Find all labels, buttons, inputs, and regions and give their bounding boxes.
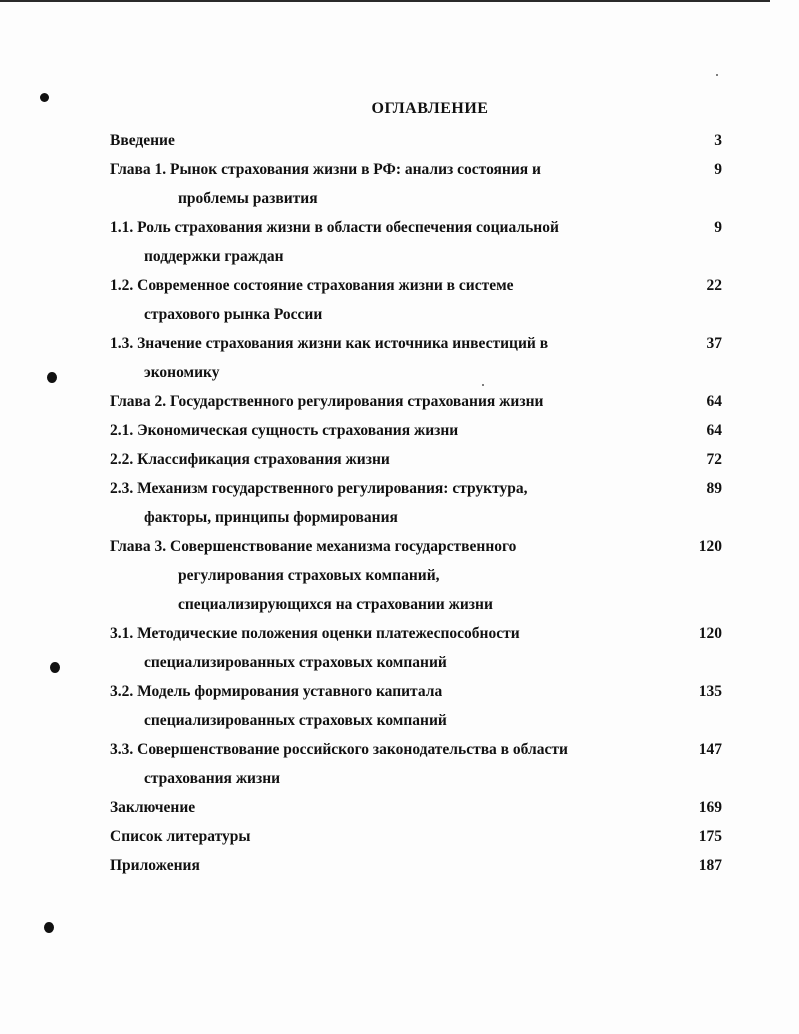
toc-page-number: 3 [714, 132, 722, 149]
toc-entry [110, 822, 722, 851]
scan-speck [716, 74, 718, 76]
toc-entry [110, 271, 722, 329]
toc-entry [110, 851, 722, 880]
toc-entry [110, 155, 722, 213]
toc-page-number: 9 [714, 161, 722, 178]
toc-entry-text: Глава 3. Совершенствование механизма государственного [110, 538, 517, 555]
toc-entry-text: 1.3. Значение страхования жизни как источника инвестиций в [110, 335, 549, 352]
toc-entry-text: страхового рынка России [144, 306, 323, 323]
toc-entry-text: Список литературы [110, 828, 251, 845]
toc-entry [110, 735, 722, 793]
toc-page-number: 120 [698, 538, 722, 555]
toc-entry [110, 126, 722, 155]
toc-entry [110, 213, 722, 271]
toc-title: ОГЛАВЛЕНИЕ [371, 100, 489, 117]
toc-entry-text: страхования жизни [144, 770, 281, 787]
toc-entry-text: 2.1. Экономическая сущность страхования жизни [110, 422, 459, 439]
toc-entry-text: специализированных страховых компаний [144, 654, 447, 671]
scan-blot [50, 662, 60, 673]
toc-entry-text: 1.2. Современное состояние страхования жизни в системе [110, 277, 514, 294]
scan-blot [47, 372, 57, 383]
toc-entry [110, 532, 722, 619]
toc-page-number: 9 [714, 219, 722, 236]
scan-border-line [0, 0, 770, 2]
toc-entry-text: проблемы развития [178, 190, 318, 207]
toc-entry-text: 2.3. Механизм государственного регулирования: структура, [110, 480, 528, 497]
toc-page-number: 175 [698, 828, 722, 845]
toc-entry-text: Приложения [110, 857, 200, 874]
toc-entry-text: специализированных страховых компаний [144, 712, 447, 729]
toc-entry-text: 2.2. Классификация страхования жизни [110, 451, 390, 468]
toc-page-number: 64 [706, 422, 722, 439]
toc-page-number: 72 [706, 451, 722, 468]
toc-entry-text: 3.3. Совершенствование российского законодательства в области [110, 741, 568, 758]
toc-entry [110, 474, 722, 532]
toc-entry [110, 677, 722, 735]
toc-entry-text: Заключение [110, 799, 196, 816]
toc-entry [110, 329, 722, 387]
toc-entry-text: Глава 1. Рынок страхования жизни в РФ: анализ состояния и [110, 161, 541, 178]
toc-entry [110, 416, 722, 445]
toc-page-number: 120 [698, 625, 722, 642]
scan-blot [44, 922, 54, 933]
toc-page-number: 135 [698, 683, 722, 700]
toc-entry [110, 619, 722, 677]
toc-entry-text: регулирования страховых компаний, [178, 567, 440, 584]
toc-entry [110, 387, 722, 416]
toc-page-number: 169 [698, 799, 722, 816]
toc-page-number: 37 [706, 335, 722, 352]
toc-page-number: 147 [698, 741, 722, 758]
toc-entry-text: специализирующихся на страховании жизни [178, 596, 493, 613]
toc-entry [110, 445, 722, 474]
toc-entry-text: 3.1. Методические положения оценки платежеспособности [110, 625, 520, 642]
toc-page-number: 64 [706, 393, 722, 410]
toc-entry-text: экономику [144, 364, 220, 381]
toc-page-number: 89 [706, 480, 722, 497]
toc-entry-text: 3.2. Модель формирования уставного капитала [110, 683, 443, 700]
toc-page-number: 187 [698, 857, 722, 874]
toc-entry-text: Глава 2. Государственного регулирования страхования жизни [110, 393, 544, 410]
toc-entry-text: 1.1. Роль страхования жизни в области обеспечения социальной [110, 219, 559, 236]
toc-entry-text: факторы, принципы формирования [144, 509, 398, 526]
table-of-contents [110, 126, 722, 880]
toc-page-number: 22 [706, 277, 722, 294]
toc-entry-text: поддержки граждан [144, 248, 284, 265]
toc-entry [110, 793, 722, 822]
toc-entry-text: Введение [110, 132, 175, 149]
